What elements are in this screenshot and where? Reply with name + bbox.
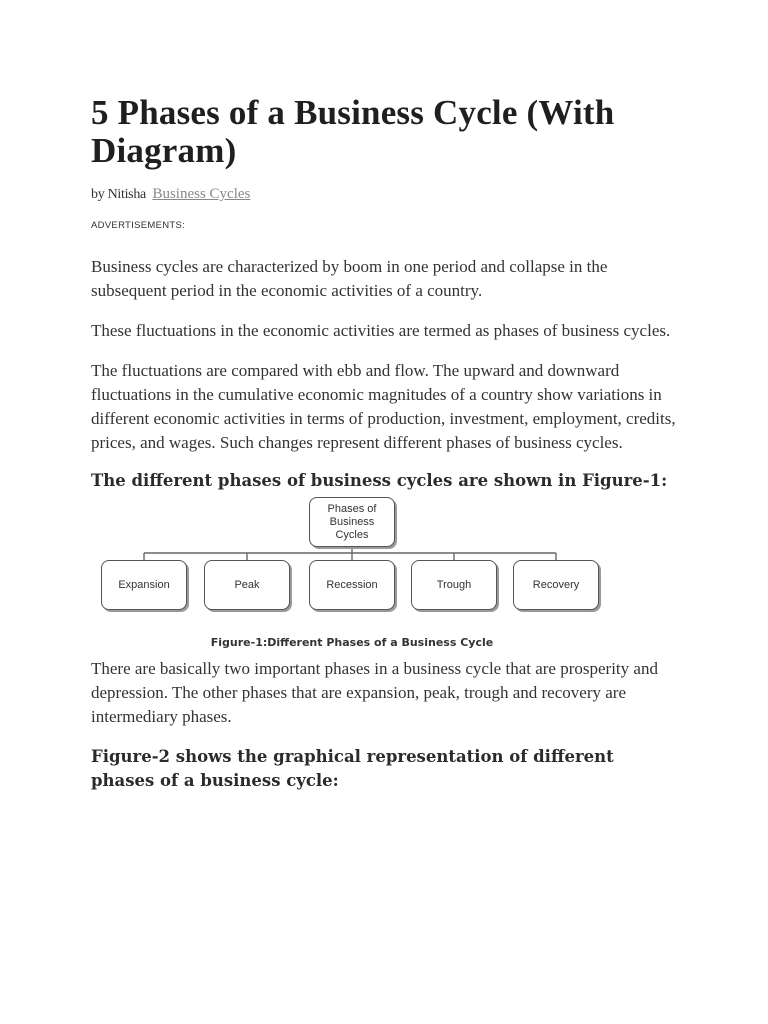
node-trough: Trough [411,560,497,610]
node-recovery: Recovery [513,560,599,610]
article [91,94,681,793]
section-heading-figure-1: The different phases of business cycles are shown in Figure-1: [91,471,668,490]
byline-author: by Nitisha [91,187,146,202]
category-link[interactable]: Business Cycles [152,186,251,202]
byline [91,184,681,204]
section-heading-figure-2: Figure-2 shows the graphical representation of different phases of a business cycle: [91,747,614,790]
figure-1-diagram [101,497,621,657]
paragraph-3: The fluctuations are compared with ebb and flow. The upward and downward fluctuations in the cumulative economic magnitudes of a country show variations in different economic activities in terms of production, investment, employment, credits, prices, and wages. Such changes represent different phases of business cycles. [91,361,676,452]
node-phases-of-business-cycles: Phases of Business Cycles [309,497,395,547]
paragraph-2: These fluctuations in the economic activities are termed as phases of business cycles. [91,321,671,340]
node-expansion: Expansion [101,560,187,610]
node-peak: Peak [204,560,290,610]
node-recession: Recession [309,560,395,610]
paragraph-4: There are basically two important phases in a business cycle that are prosperity and depression. The other phases that are expansion, peak, trough and recovery are intermediary phases. [91,659,658,726]
paragraph-1: Business cycles are characterized by boom in one period and collapse in the subsequent period in the economic activities of a country. [91,257,608,300]
figure-1-caption: Figure-1:Different Phases of a Business Cycle [210,636,494,649]
article-title: 5 Phases of a Business Cycle (With Diagram) [91,93,615,170]
ads-label: ADVERTISEMENTS: [91,220,186,231]
